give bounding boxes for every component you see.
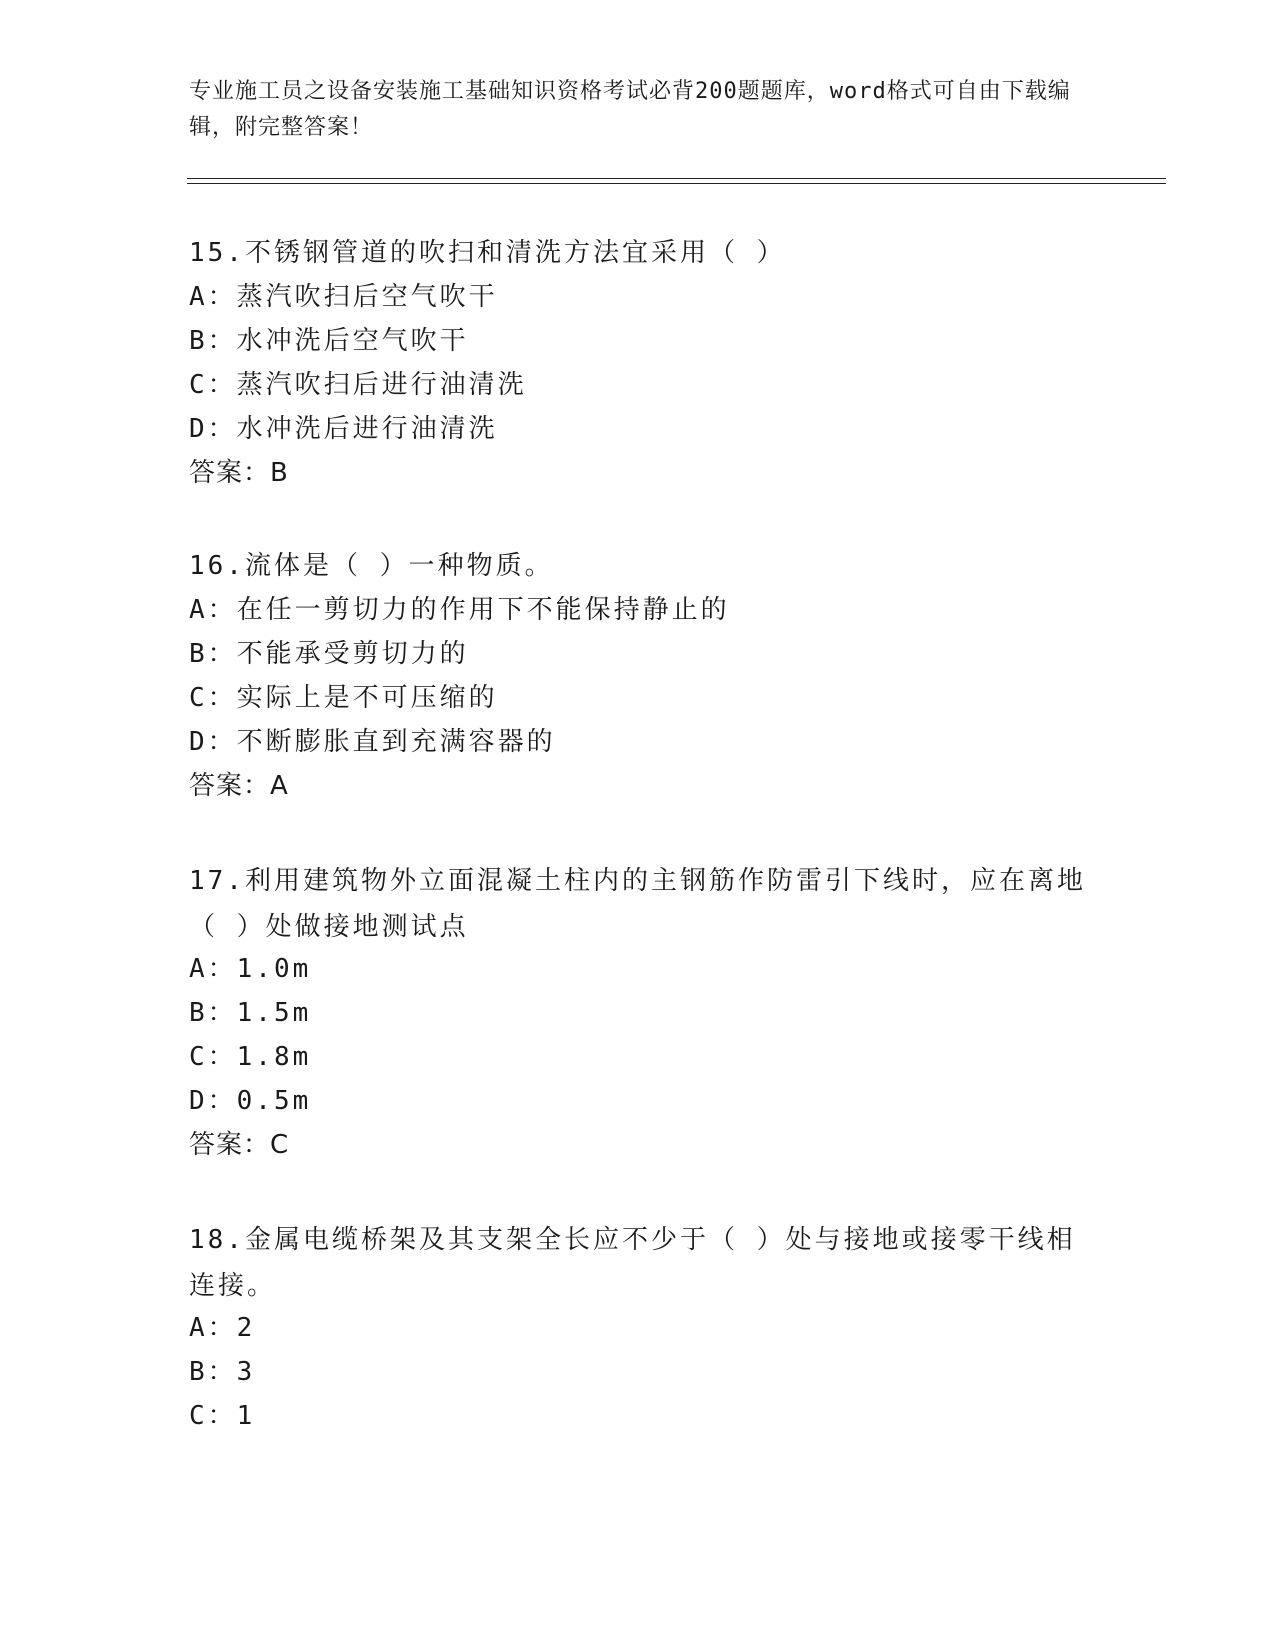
question-16-answer: 答案：A — [189, 771, 289, 801]
question-15-stem: 15.不锈钢管道的吹扫和清洗方法宜采用（ ） — [189, 238, 786, 268]
question-18-option-b: B：3 — [189, 1357, 256, 1387]
header-divider-bottom — [187, 183, 1166, 184]
header-divider-top — [187, 178, 1166, 179]
question-18-option-a: A：2 — [189, 1313, 256, 1343]
question-15-option-a: A：蒸汽吹扫后空气吹干 — [189, 282, 498, 312]
question-16-stem: 16.流体是（ ）一种物质。 — [189, 551, 554, 581]
question-16-option-b: B：不能承受剪切力的 — [189, 639, 469, 669]
question-16-option-d: D：不断膨胀直到充满容器的 — [189, 727, 556, 757]
question-17-option-b: B：1.5m — [189, 998, 312, 1028]
question-17-option-c: C：1.8m — [189, 1042, 312, 1072]
question-18-stem: 18.金属电缆桥架及其支架全长应不少于（ ）处与接地或接零干线相连接。 — [189, 1225, 1076, 1301]
question-15-option-c: C：蒸汽吹扫后进行油清洗 — [189, 370, 527, 400]
question-16-option-c: C：实际上是不可压缩的 — [189, 683, 498, 713]
document-header: 专业施工员之设备安装施工基础知识资格考试必背200题题库，word格式可自由下载编辑，附完整答案！ — [189, 79, 1071, 140]
question-17-answer: 答案：C — [189, 1130, 290, 1160]
question-15-option-d: D：水冲洗后进行油清洗 — [189, 414, 498, 444]
question-17-option-d: D：0.5m — [189, 1086, 312, 1116]
question-15-answer: 答案：B — [189, 458, 289, 488]
question-16-option-a: A：在任一剪切力的作用下不能保持静止的 — [189, 595, 730, 625]
question-17-stem: 17.利用建筑物外立面混凝土柱内的主钢筋作防雷引下线时，应在离地（ ）处做接地测试点 — [189, 866, 1086, 942]
question-18-option-c: C：1 — [189, 1401, 256, 1431]
question-17-option-a: A：1.0m — [189, 954, 312, 984]
question-15-option-b: B：水冲洗后空气吹干 — [189, 326, 469, 356]
